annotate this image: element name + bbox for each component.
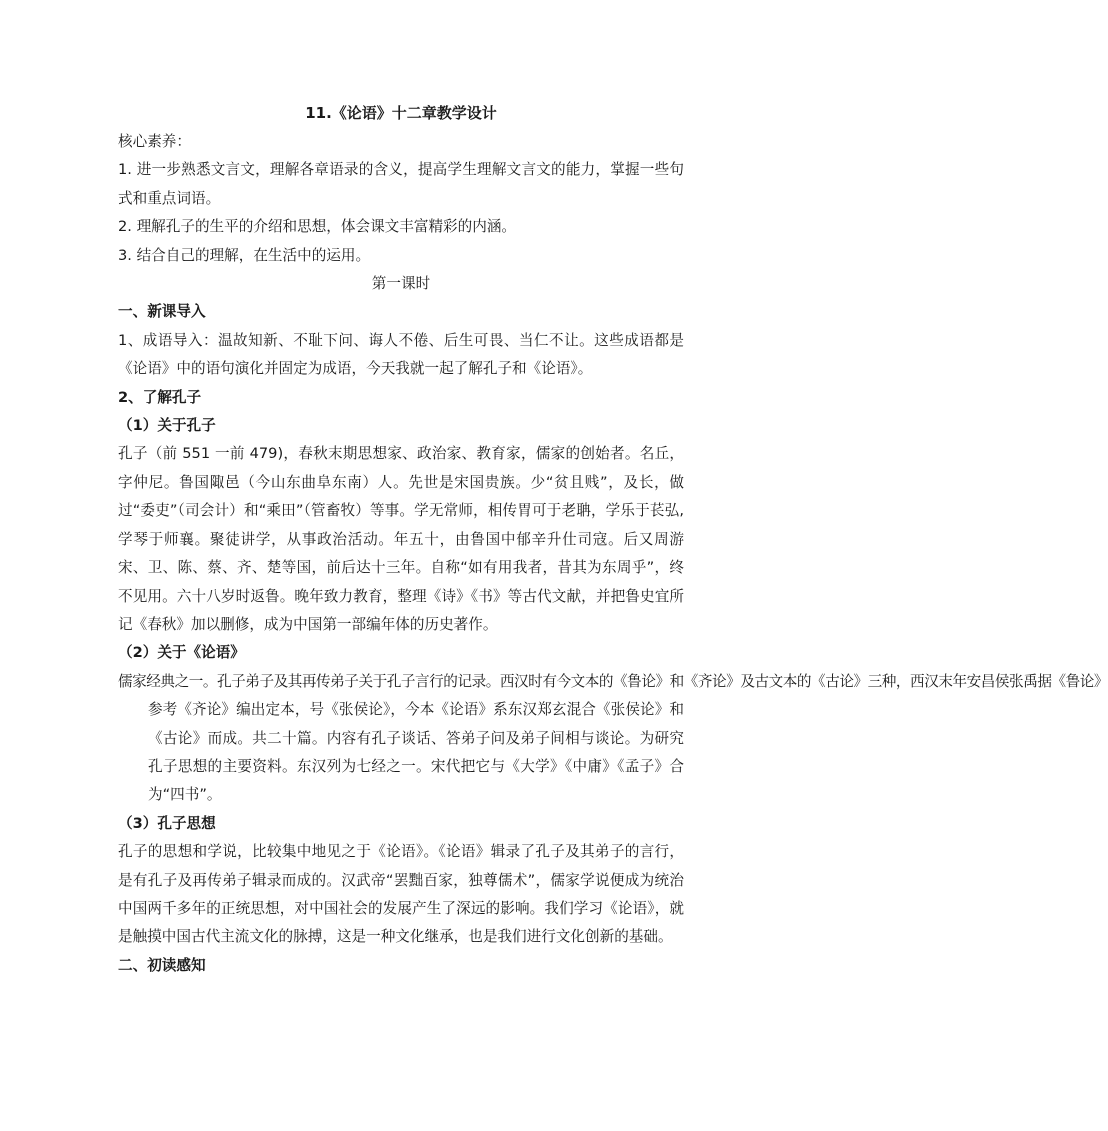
section-heading-intro: 一、新课导入 <box>118 303 206 321</box>
subheading-confucius-thought: （3）孔子思想 <box>118 814 216 832</box>
section-intro-text: 1、成语导入：温故知新、不耻下问、诲人不倦、后生可畏、当仁不让。这些成语都是《论语》中的语句演化并固定为成语，今天我就一起了解孔子和《论语》。 <box>118 331 684 378</box>
core-literacy-label: 核心素养： <box>118 133 191 150</box>
document-page <box>118 100 1108 980</box>
section-heading-first-reading: 二、初读感知 <box>118 956 206 974</box>
lesson-label: 第一课时 <box>371 275 431 293</box>
goal-item-2: 2. 理解孔子的生平的介绍和思想，体会课文丰富精彩的内涵。 <box>118 218 517 236</box>
goal-item-3: 3. 结合自己的理解，在生活中的运用。 <box>118 246 371 264</box>
confucius-thought-text: 孔子的思想和学说，比较集中地见之于《论语》。《论语》辑录了孔子及其弟子的言行，是有孔子及再传弟子辑录而成的。汉武帝“罢黜百家，独尊儒术”，儒家学说便成为统治中国两千多年的正统思想，对中国社会的发展产生了深远的影响。我们学习《论语》，就是触摸中国古代主流文化的脉搏，这是一种文化继承，也是我们进行文化创新的基础。 <box>118 843 684 946</box>
section-heading-confucius: 2、了解孔子 <box>118 388 202 406</box>
about-confucius-text: 孔子（前 551 一前 479)，春秋末期思想家、政治家、教育家，儒家的创始者。名丘，字仲尼。鲁国陬邑（今山东曲阜东南）人。先世是宋国贵族。少“贫且贱”，及长，做过“委吏”（司会计）和“乘田”（管畜牧）等事。学无常师，相传胃可于老聃，学乐于苌弘,学琴于师襄。聚徒讲学，从事政治活动。年五十，由鲁国中郁辛升仕司寇。后又周游宋、卫、陈、蔡、齐、楚等国，前后达十三年。自称“如有用我者，昔其为东周乎”，终不见用。六十八岁时返鲁。晚年致力教育，整理《诗》《书》等古代文献，并把鲁史宜所记《春秋》加以删修，成为中国第一部编年体的历史著作。 <box>118 445 684 633</box>
about-analects-text-b: 参考《齐论》编出定本，号《张侯论》，今本《论语》系东汉郑玄混合《张侯论》和《古论》而成。共二十篇。内容有孔子谈话、答弟子问及弟子间相与谈论。为研究孔子思想的主要资料。东汉列为七经之一。宋代把它与《大学》《中庸》《孟子》合为“四书”。 <box>148 701 684 804</box>
goal-item-1: 1. 进一步熟悉文言文，理解各章语录的含义，提高学生理解文言文的能力，掌握一些句式和重点词语。 <box>118 161 684 207</box>
document-title: 11.《论语》十二章教学设计 <box>305 104 497 122</box>
about-analects-text-a: 儒家经典之一。孔子弟子及其再传弟子关于孔子言行的记录。西汉时有今文本的《鲁论》和《齐论》及古文本的《古论》三种，西汉末年安昌侯张禹据《鲁论》 <box>118 672 1108 690</box>
subheading-about-confucius: （1）关于孔子 <box>118 417 216 435</box>
subheading-about-analects: （2）关于《论语》 <box>118 644 245 662</box>
